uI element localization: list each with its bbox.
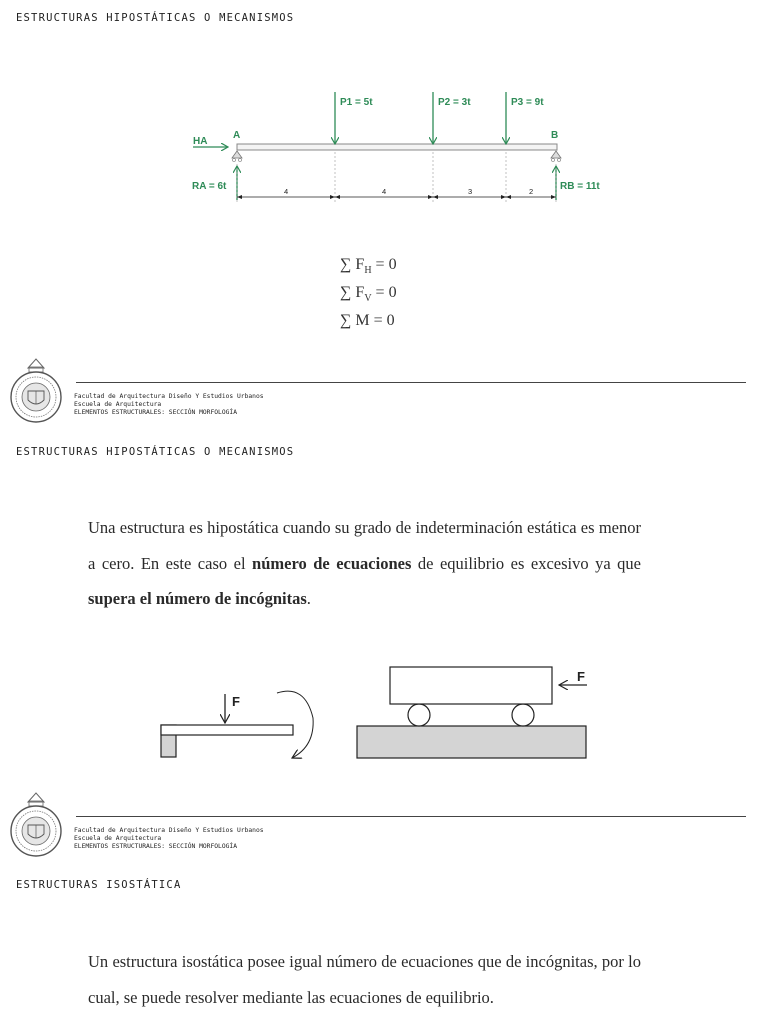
- reaction-b-label: RB = 11t: [560, 181, 600, 192]
- support-a-icon: [232, 151, 242, 162]
- university-seal-icon: [8, 356, 64, 428]
- roller-left: [408, 704, 430, 726]
- page-footer: [0, 790, 768, 870]
- cantilever-force-label: F: [232, 694, 240, 709]
- footer-rule: [76, 382, 746, 383]
- span-label-3: 3: [468, 187, 473, 196]
- support-a-label: A: [233, 130, 241, 141]
- equation-vertical: ∑ $F_V = 0$: [340, 284, 397, 305]
- span-label-1: 4: [284, 187, 289, 196]
- equilibrium-equations: [340, 254, 480, 332]
- roller-right: [512, 704, 534, 726]
- hypostatic-paragraph: Una estructura es hipostática cuando su grado de indeterminación estática es menor a cero. En este caso el número de ecuaciones de equilibrio es excesivo ya que supera el número de incógnitas.: [88, 518, 641, 608]
- rolling-force-label: F: [577, 669, 585, 684]
- load-label-p3: P3 = 9t: [511, 97, 544, 108]
- support-b-label: B: [551, 130, 559, 141]
- rolling-block: [390, 667, 552, 704]
- footer-school: Escuela de Arquitectura: [74, 401, 162, 409]
- page1-title: ESTRUCTURAS HIPOSTÁTICAS O MECANISMOS: [16, 12, 295, 24]
- footer-faculty: Facultad de Arquitectura Diseño Y Estudios Urbanos: [74, 827, 264, 834]
- load-label-p2: P2 = 3t: [438, 97, 471, 108]
- footer-course: ELEMENTOS ESTRUCTURALES: SECCIÓN MORFOLOGÍA: [74, 843, 238, 851]
- footer-school: Escuela de Arquitectura: [74, 835, 162, 843]
- equation-horizontal: ∑ $F_H = 0$: [340, 256, 397, 277]
- equation-moment: ∑ M = 0: [340, 312, 395, 330]
- support-b-icon: [551, 151, 561, 162]
- horizontal-reaction-label: HA: [193, 136, 208, 147]
- mechanism-diagram: [155, 660, 605, 766]
- footer-institution: [74, 393, 264, 418]
- span-label-2: 4: [382, 187, 387, 196]
- page2-title: ESTRUCTURAS HIPOSTÁTICAS O MECANISMOS: [16, 446, 295, 458]
- load-label-p1: P1 = 5t: [340, 97, 373, 108]
- beam-diagram: [185, 88, 600, 213]
- reaction-a-label: RA = 6t: [192, 181, 227, 192]
- university-seal-icon: [8, 790, 64, 862]
- base-block: [357, 726, 586, 758]
- isostatic-paragraph: Un estructura isostática posee igual número de ecuaciones que de incógnitas, por lo cual, se puede resolver mediante las ecuaciones de equilibrio.: [88, 952, 641, 1007]
- span-label-4: 2: [529, 187, 534, 196]
- footer-institution: [74, 827, 264, 852]
- beam: [237, 144, 557, 150]
- page3-title: ESTRUCTURAS ISOSTÁTICA: [16, 879, 182, 891]
- footer-faculty: Facultad de Arquitectura Diseño Y Estudios Urbanos: [74, 393, 264, 400]
- footer-rule: [76, 816, 746, 817]
- footer-course: ELEMENTOS ESTRUCTURALES: SECCIÓN MORFOLOGÍA: [74, 409, 238, 417]
- cantilever-beam: [161, 725, 293, 735]
- page-footer: [0, 356, 768, 436]
